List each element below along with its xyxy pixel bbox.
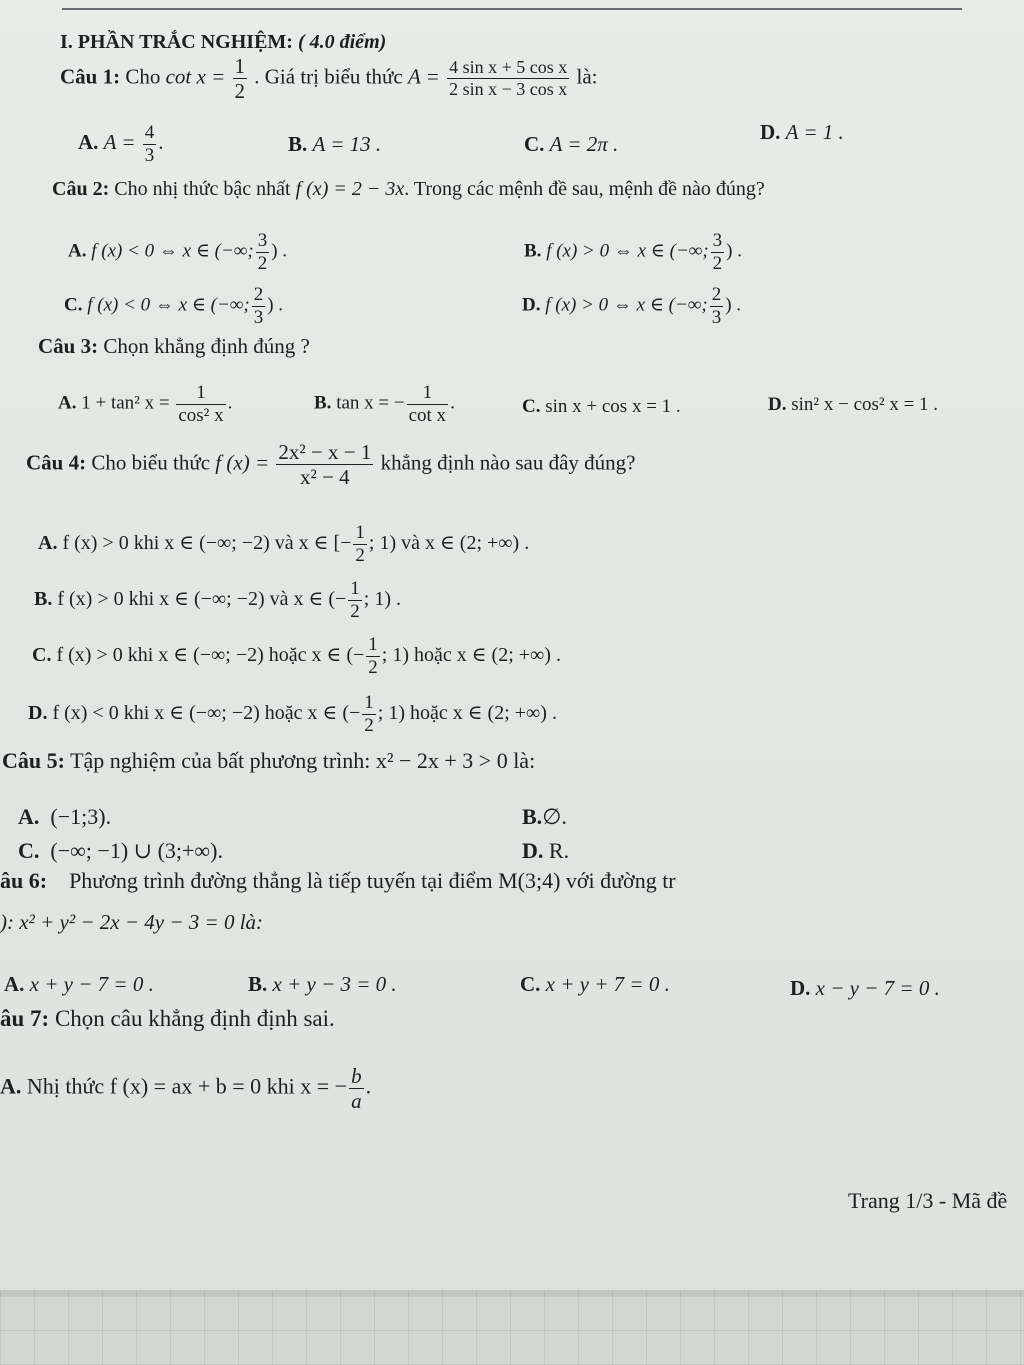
desk-background	[0, 1290, 1024, 1365]
q1-option-a: A. A = $\frac{4}{3}$ .	[78, 122, 164, 166]
q5-option-c: C. (−∞; −1) ∪ (3;+∞).	[18, 838, 223, 863]
question-6-line2: ): x² + y² − 2x − 4y − 3 = 0 là:	[0, 910, 264, 934]
q4-option-b: B. f (x) > 0 khi x ∈ (−∞; −2) và x ∈ (− $\frac{1}{2}$ ; 1) .	[34, 578, 401, 622]
q5-option-a: A. (−1;3).	[18, 804, 112, 829]
q3-option-c: C. sin x + cos x = 1 .	[522, 396, 681, 417]
q6-option-c: C. x + y + 7 = 0 .	[520, 972, 670, 996]
q3-option-b: B. tan x = − $\frac{1}{\text{cot x}}$ .	[314, 382, 455, 426]
question-3: Câu 3: Chọn khẳng định đúng ?	[38, 334, 310, 358]
q3-option-a: A. 1 + tan² x = $\frac{1}{\text{cos² x}}$ .	[58, 382, 233, 426]
q2-option-d: D. f (x) > 0 ⇔ x ∈ (−∞; $\frac{2}{3}$ ) .	[522, 284, 742, 328]
question-2: Câu 2: Cho nhị thức bậc nhất f (x) = 2 − 3x. Trong các mệnh đề sau, mệnh đề nào đúng?	[52, 178, 765, 200]
question-4: Câu 4: Cho biểu thức f (x) = $\frac{\text{2x² − x − 1}}{\text{x² − 4}}$ khẳng định nào sau đây đúng?	[26, 440, 636, 490]
q6-option-d: D. x − y − 7 = 0 .	[790, 976, 940, 1000]
question-1: Câu 1: Cho cot x = $\frac{1}{2}$ . Giá trị biểu thức A = $\frac{\text{4 sin x + 5 cos x}}{\text{2 sin x − 3 cos x}}$ là:	[60, 54, 598, 104]
top-rule	[62, 8, 962, 10]
q1-option-d: D. A = 1 .	[760, 120, 844, 144]
q1-option-b: B. A = 13 .	[288, 132, 382, 156]
question-7: âu 7: Chọn câu khẳng định định sai.	[0, 1006, 335, 1031]
q4-option-a: A. f (x) > 0 khi x ∈ (−∞; −2) và x ∈ [− $\frac{1}{2}$ ; 1) và x ∈ (2; +∞) .	[38, 522, 530, 566]
q4-option-c: C. f (x) > 0 khi x ∈ (−∞; −2) hoặc x ∈ (− $\frac{1}{2}$ ; 1) hoặc x ∈ (2; +∞) .	[32, 634, 561, 678]
q6-option-b: B. x + y − 3 = 0 .	[248, 972, 397, 996]
q2-option-a: A. f (x) < 0 ⇔ x ∈ (−∞; $\frac{3}{2}$ ) .	[68, 230, 288, 274]
q4-option-d: D. f (x) < 0 khi x ∈ (−∞; −2) hoặc x ∈ (− $\frac{1}{2}$ ; 1) hoặc x ∈ (2; +∞) .	[28, 692, 557, 736]
q3-option-d: D. sin² x − cos² x = 1 .	[768, 394, 939, 415]
question-5: Câu 5: Tập nghiệm của bất phương trình: x² − 2x + 3 > 0 là:	[2, 748, 536, 773]
q5-option-d: D. R.	[522, 838, 570, 863]
section-title: I. PHẦN TRẮC NGHIỆM: ( 4.0 điểm)	[60, 31, 387, 53]
question-6: âu 6: Phương trình đường thẳng là tiếp tuyến tại điểm M(3;4) với đường tr	[0, 868, 676, 893]
q1-option-c: C. A = 2π .	[524, 132, 619, 156]
q7-option-a: A. Nhị thức f (x) = ax + b = 0 khi x = − $\frac{b}{a}$ .	[0, 1064, 372, 1114]
q6-option-a: A. x + y − 7 = 0 .	[4, 972, 154, 996]
q5-option-b: B.∅.	[522, 804, 567, 829]
q2-option-b: B. f (x) > 0 ⇔ x ∈ (−∞; $\frac{3}{2}$ ) .	[524, 230, 742, 274]
q2-option-c: C. f (x) < 0 ⇔ x ∈ (−∞; $\frac{2}{3}$ ) .	[64, 284, 284, 328]
page-footer: Trang 1/3 - Mã đề	[848, 1188, 1008, 1213]
